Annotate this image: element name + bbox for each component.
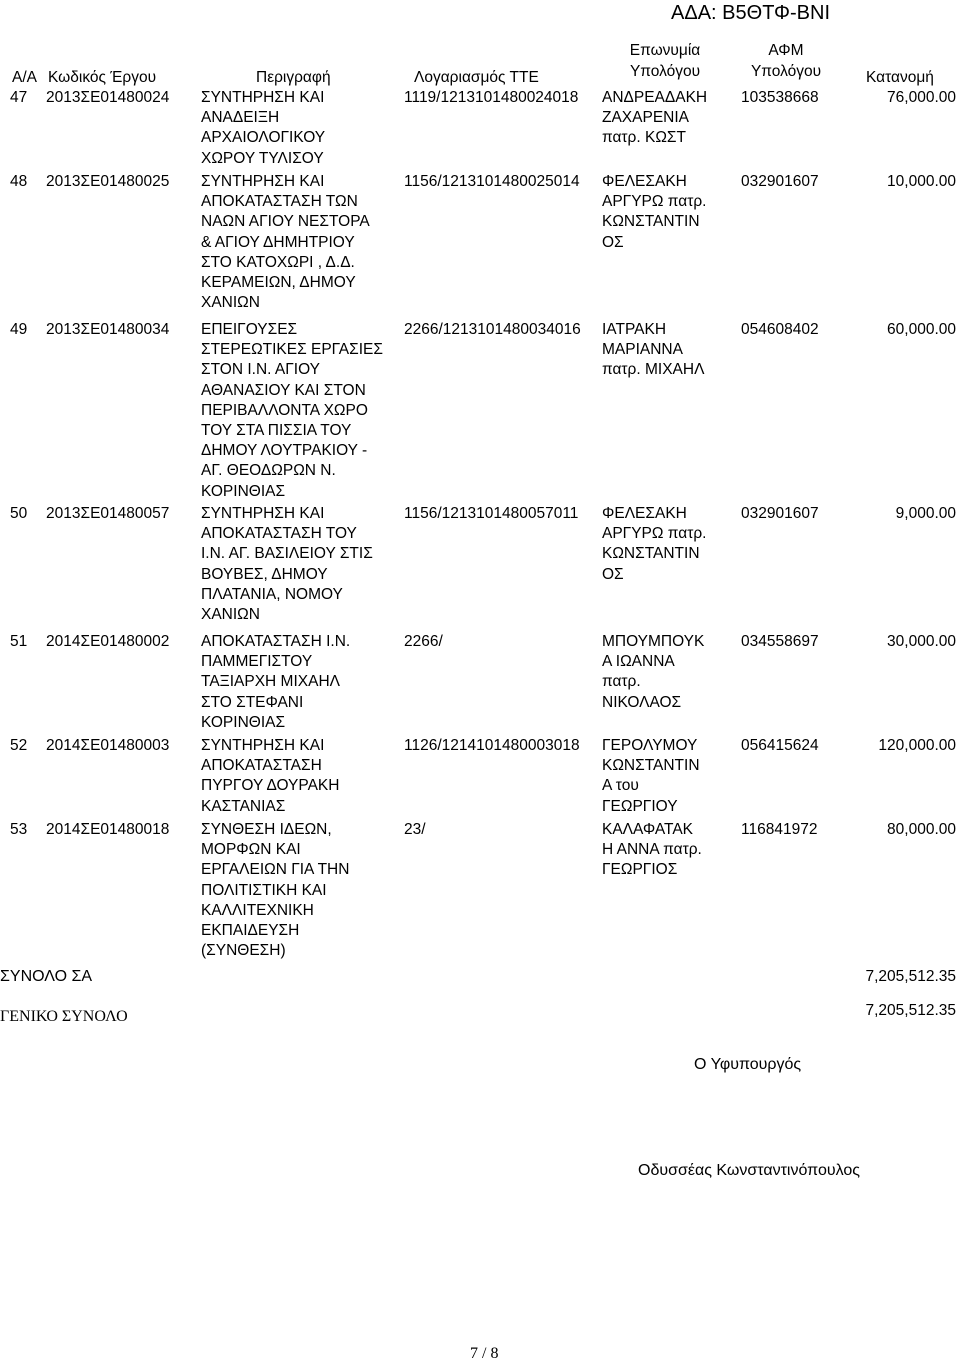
- cell-code: 2013ΣΕ01480057: [46, 505, 170, 522]
- cell-afm: 103538668: [741, 89, 819, 106]
- total-sa-value: 7,205,512.35: [865, 968, 956, 985]
- cell-amount: 80,000.00: [887, 821, 956, 838]
- cell-name: ΦΕΛΕΣΑΚΗ ΑΡΓΥΡΩ πατρ. ΚΩΝΣΤΑΝΤΙΝ ΟΣ: [602, 505, 707, 583]
- grand-total-value: 7,205,512.35: [865, 1002, 956, 1019]
- cell-amount: 60,000.00: [887, 321, 956, 338]
- header-account: Λογαριασμός ΤΤΕ: [414, 69, 539, 86]
- header-amount: Κατανομή: [866, 69, 934, 86]
- cell-account: 1156/1213101480025014: [404, 173, 580, 190]
- cell-account: 1119/1213101480024018: [404, 89, 579, 106]
- header-code: Κωδικός Έργου: [48, 69, 157, 86]
- cell-code: 2014ΣΕ01480018: [46, 821, 170, 838]
- cell-name: ΓΕΡΟΛΥΜΟΥ ΚΩΝΣΤΑΝΤΙΝ Α του ΓΕΩΡΓΙΟΥ: [602, 737, 700, 815]
- cell-afm: 116841972: [741, 821, 818, 838]
- cell-amount: 9,000.00: [895, 505, 956, 522]
- cell-desc: ΣΥΝΤΗΡΗΣΗ ΚΑΙ ΑΠΟΚΑΤΑΣΤΑΣΗ ΤΩΝ ΝΑΩΝ ΑΓΙΟΥ ΝΕΣΤΟΡΑ & ΑΓΙΟΥ ΔΗΜΗΤΡΙΟΥ ΣΤΟ ΚΑΤΟΧΩΡΙ , Δ.Δ. ΚΕΡΑΜΕΙΩΝ, ΔΗΜΟΥ ΧΑΝΙΩΝ: [201, 173, 370, 312]
- cell-aa: 53: [10, 821, 28, 838]
- cell-code: 2014ΣΕ01480002: [46, 633, 170, 650]
- cell-afm: 056415624: [741, 737, 819, 754]
- cell-code: 2013ΣΕ01480025: [46, 173, 170, 190]
- cell-name: ΜΠΟΥΜΠΟΥΚ Α ΙΩΑΝΝΑ πατρ. ΝΙΚΟΛΑΟΣ: [602, 633, 705, 711]
- cell-amount: 120,000.00: [878, 737, 956, 754]
- cell-amount: 10,000.00: [887, 173, 956, 190]
- header-afm: ΑΦΜ Υπολόγου: [750, 42, 822, 80]
- cell-desc: ΑΠΟΚΑΤΑΣΤΑΣΗ Ι.Ν. ΠΑΜΜΕΓΙΣΤΟΥ ΤΑΞΙΑΡΧΗ ΜΙΧΑΗΛ ΣΤΟ ΣΤΕΦΑΝΙ ΚΟΡΙΝΘΙΑΣ: [201, 633, 351, 731]
- cell-account: 1126/1214101480003018: [404, 737, 580, 754]
- cell-code: 2013ΣΕ01480034: [46, 321, 170, 338]
- cell-afm: 034558697: [741, 633, 819, 650]
- cell-amount: 30,000.00: [887, 633, 956, 650]
- header-aa: Α/Α: [12, 69, 37, 86]
- cell-desc: ΣΥΝΤΗΡΗΣΗ ΚΑΙ ΑΝΑΔΕΙΞΗ ΑΡΧΑΙΟΛΟΓΙΚΟΥ ΧΩΡΟΥ ΤΥΛΙΣΟΥ: [201, 89, 326, 167]
- cell-account: 2266/1213101480034016: [404, 321, 581, 338]
- cell-name: ΙΑΤΡΑΚΗ ΜΑΡΙΑΝΝΑ πατρ. ΜΙΧΑΗΛ: [602, 321, 705, 379]
- cell-aa: 47: [10, 89, 28, 106]
- cell-afm: 054608402: [741, 321, 819, 338]
- grand-total-label: ΓΕΝΙΚΟ ΣΥΝΟΛΟ: [0, 1008, 128, 1025]
- cell-desc: ΣΥΝΤΗΡΗΣΗ ΚΑΙ ΑΠΟΚΑΤΑΣΤΑΣΗ ΠΥΡΓΟΥ ΔΟΥΡΑΚΗ ΚΑΣΤΑΝΙΑΣ: [201, 737, 340, 815]
- header-desc: Περιγραφή: [256, 69, 331, 86]
- cell-aa: 48: [10, 173, 28, 190]
- cell-afm: 032901607: [741, 505, 819, 522]
- cell-afm: 032901607: [741, 173, 819, 190]
- cell-amount: 76,000.00: [887, 89, 956, 106]
- cell-name: ΑΝΔΡΕΑΔΑΚΗ ΖΑΧΑΡΕΝΙΑ πατρ. ΚΩΣΤ: [602, 89, 708, 147]
- cell-aa: 50: [10, 505, 28, 522]
- cell-name: ΦΕΛΕΣΑΚΗ ΑΡΓΥΡΩ πατρ. ΚΩΝΣΤΑΝΤΙΝ ΟΣ: [602, 173, 707, 251]
- cell-desc: ΣΥΝΤΗΡΗΣΗ ΚΑΙ ΑΠΟΚΑΤΑΣΤΑΣΗ ΤΟΥ Ι.Ν. ΑΓ. ΒΑΣΙΛΕΙΟΥ ΣΤΙΣ ΒΟΥΒΕΣ, ΔΗΜΟΥ ΠΛΑΤΑΝΙΑ, ΝΟΜΟΥ ΧΑΝΙΩΝ: [201, 505, 373, 624]
- cell-account: 1156/1213101480057011: [404, 505, 579, 522]
- cell-account: 23/: [404, 821, 426, 838]
- cell-aa: 51: [10, 633, 28, 650]
- signatory-title: Ο Υφυπουργός: [694, 1056, 802, 1073]
- cell-name: ΚΑΛΑΦΑΤΑΚ Η ΑΝΝΑ πατρ. ΓΕΩΡΓΙΟΣ: [602, 821, 702, 879]
- page-number: 7 / 8: [470, 1345, 499, 1362]
- cell-code: 2013ΣΕ01480024: [46, 89, 170, 106]
- header-name: Επωνυμία Υπολόγου: [629, 42, 701, 80]
- cell-account: 2266/: [404, 633, 443, 650]
- cell-code: 2014ΣΕ01480003: [46, 737, 170, 754]
- cell-aa: 52: [10, 737, 28, 754]
- doc-code: ΑΔΑ: Β5ΘΤΦ-ΒΝΙ: [671, 2, 830, 24]
- cell-aa: 49: [10, 321, 28, 338]
- signatory-name: Οδυσσέας Κωνσταντινόπουλος: [638, 1162, 860, 1179]
- cell-desc: ΕΠΕΙΓΟΥΣΕΣ ΣΤΕΡΕΩΤΙΚΕΣ ΕΡΓΑΣΙΕΣ ΣΤΟΝ Ι.Ν. ΑΓΙΟΥ ΑΘΑΝΑΣΙΟΥ ΚΑΙ ΣΤΟΝ ΠΕΡΙΒΑΛΛΟΝΤΑ ΧΩΡΟ ΤΟΥ ΣΤΑ ΠΙΣΣΙΑ ΤΟΥ ΔΗΜΟΥ ΛΟΥΤΡΑΚΙΟΥ - ΑΓ. ΘΕΟΔΩΡΩΝ Ν. ΚΟΡΙΝΘΙΑΣ: [201, 321, 383, 500]
- total-sa-label: ΣΥΝΟΛΟ ΣΑ: [0, 968, 93, 985]
- cell-desc: ΣΥΝΘΕΣΗ ΙΔΕΩΝ, ΜΟΡΦΩΝ ΚΑΙ ΕΡΓΑΛΕΙΩΝ ΓΙΑ ΤΗΝ ΠΟΛΙΤΙΣΤΙΚΗ ΚΑΙ ΚΑΛΛΙΤΕΧΝΙΚΗ ΕΚΠΑΙΔΕΥΣΗ (ΣΥΝΘΕΣΗ): [201, 821, 350, 960]
